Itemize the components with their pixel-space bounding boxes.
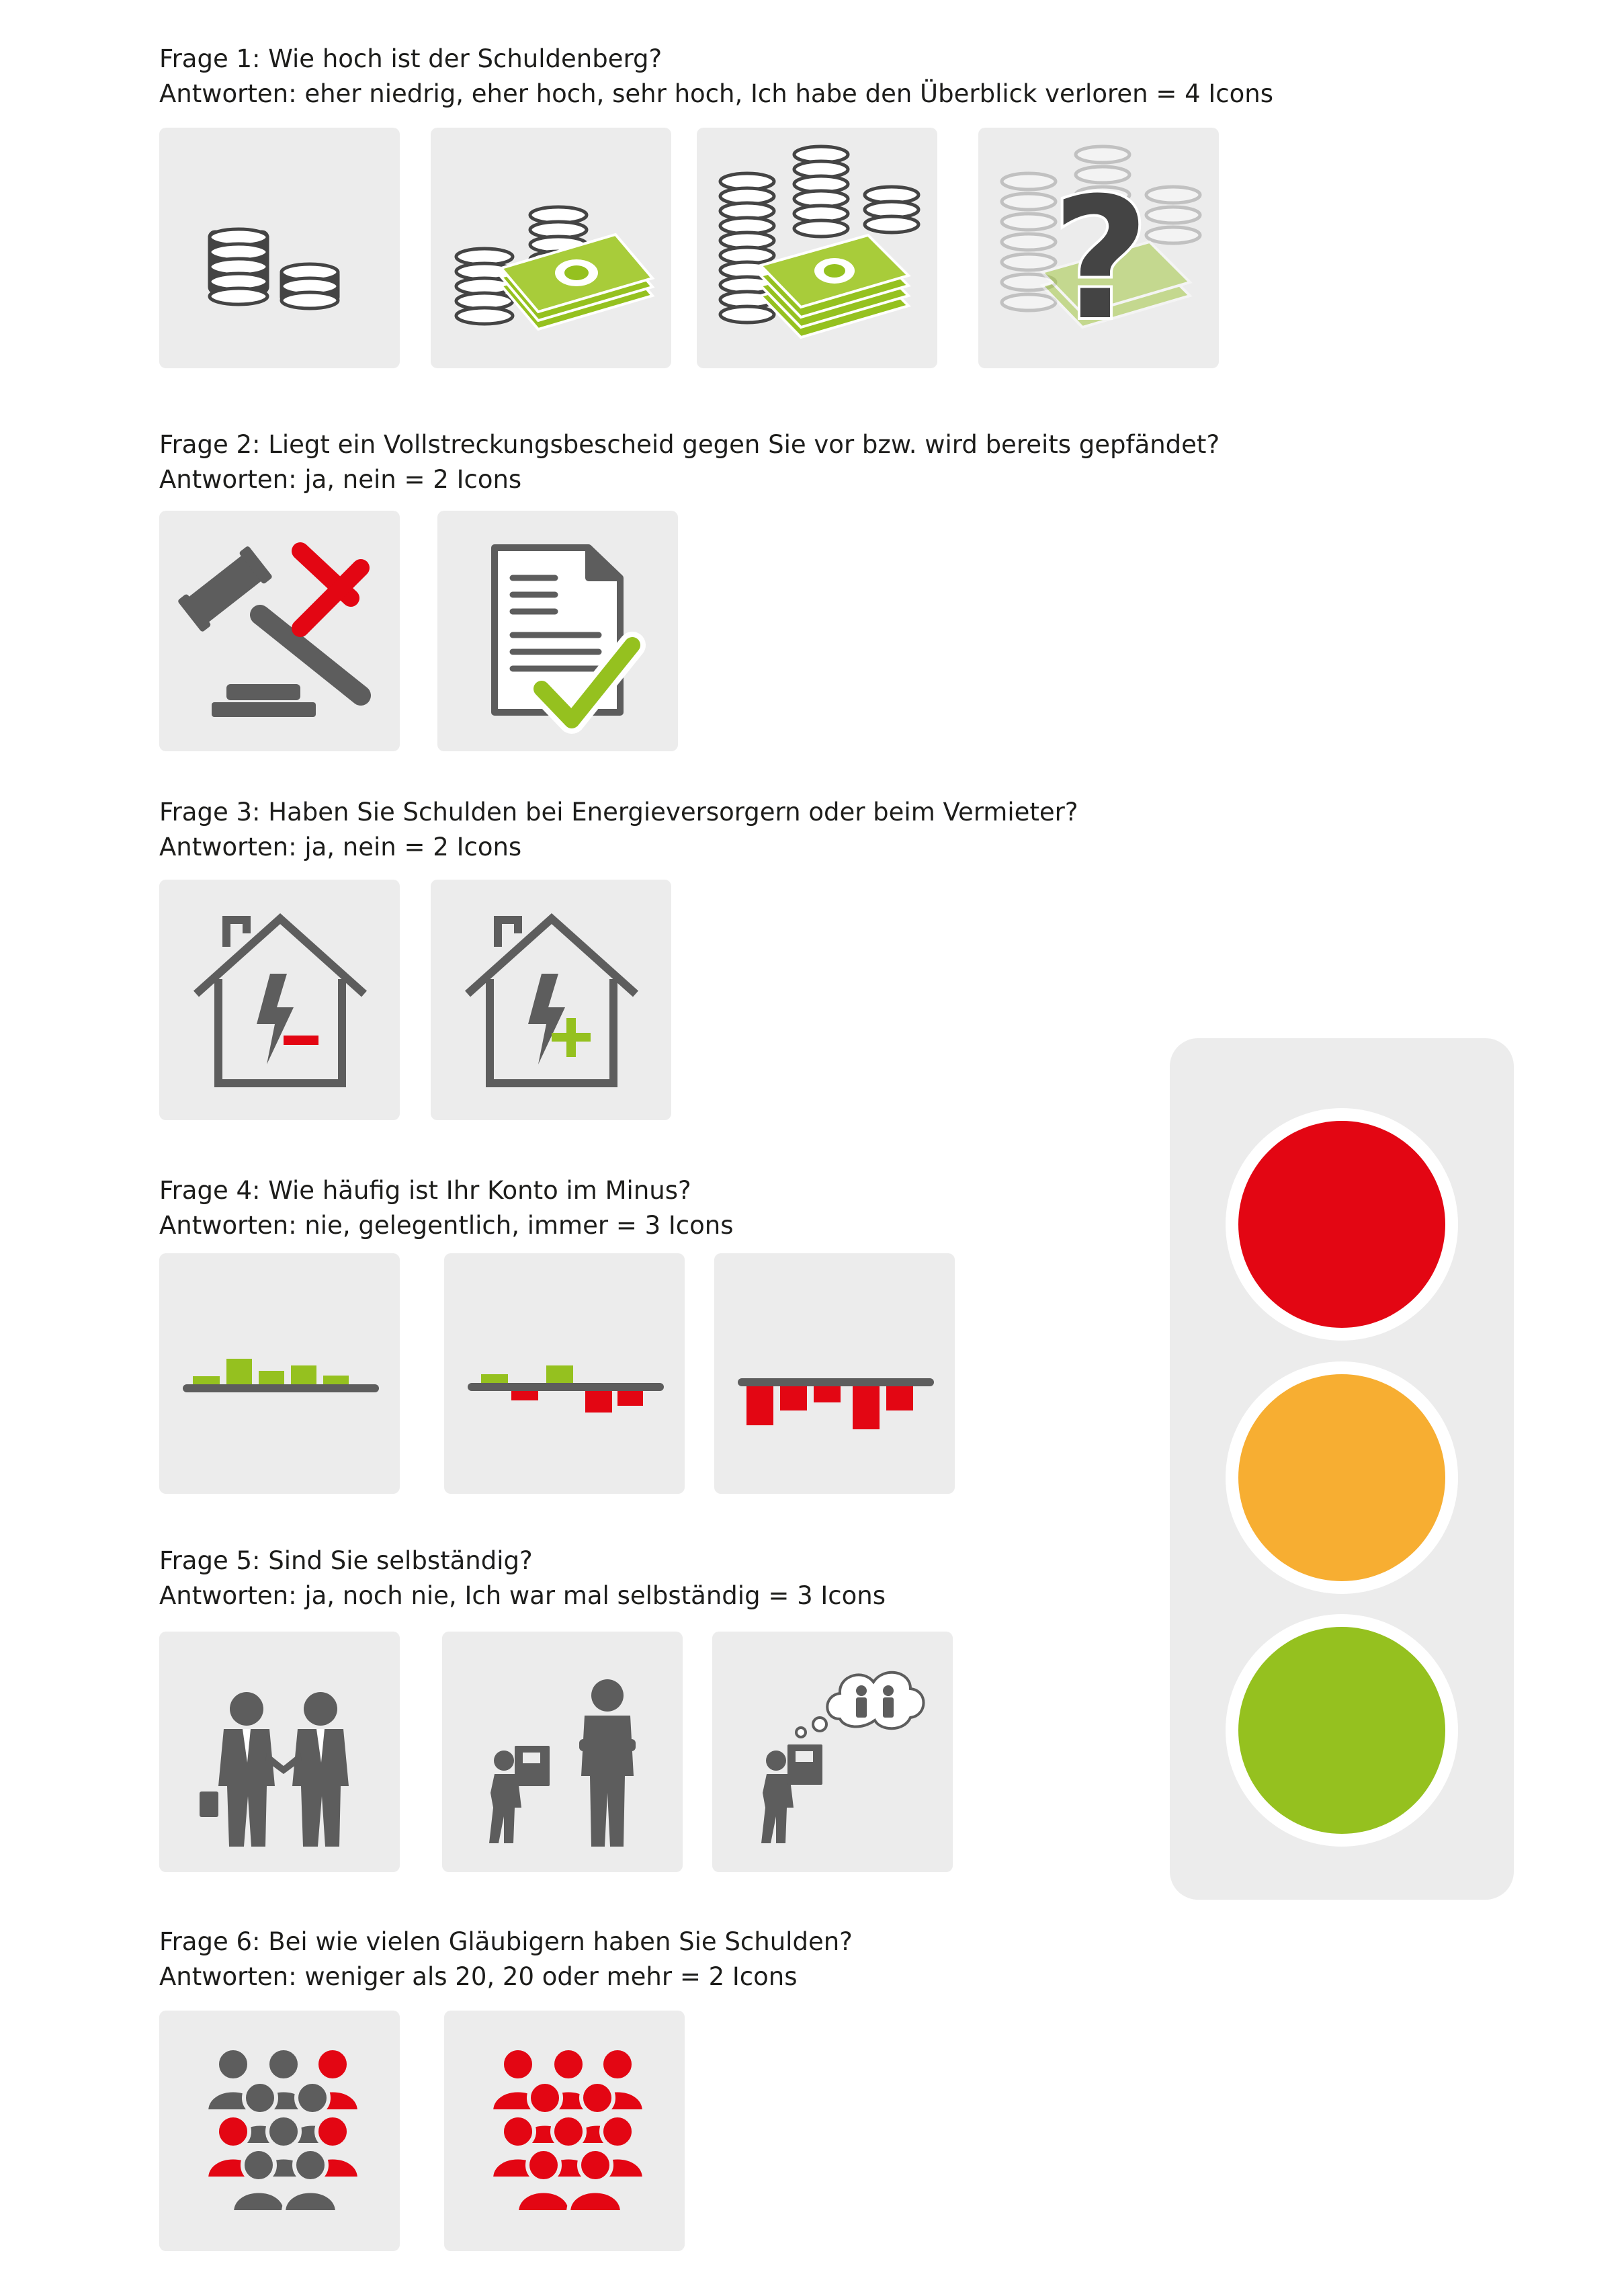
question-title: Frage 6: Bei wie vielen Gläubigern haben Sie Schulden? [159,1927,853,1956]
question-answers: Antworten: nie, gelegentlich, immer = 3 Icons [159,1211,734,1240]
question-3 [159,795,1078,865]
traffic-light [1170,1038,1514,1900]
businessmen-handshake-icon[interactable] [159,1632,400,1872]
question-title: Frage 1: Wie hoch ist der Schuldenberg? [159,44,663,73]
question-answers: Antworten: ja, nein = 2 Icons [159,833,522,861]
crowd-red-icon[interactable] [444,2011,685,2251]
coins-question-icon[interactable] [978,128,1219,368]
coins-money-icon[interactable] [431,128,671,368]
question-6 [159,1925,853,1994]
svg-text:?: ? [1052,161,1150,357]
balance-mixed-icon[interactable] [444,1253,685,1494]
traffic-light-red-lamp [1226,1108,1458,1341]
question-title: Frage 4: Wie häufig ist Ihr Konto im Minus? [159,1176,691,1205]
question-2 [159,427,1220,497]
document-check-icon[interactable] [437,511,678,751]
question-title: Frage 5: Sind Sie selbständig? [159,1546,533,1575]
question-1 [159,42,1273,112]
worker-employee-icon[interactable] [442,1632,683,1872]
question-title: Frage 3: Haben Sie Schulden bei Energieversorgern oder beim Vermieter? [159,798,1078,827]
coins-money-high-icon[interactable] [697,128,937,368]
traffic-light-green-lamp [1226,1614,1458,1847]
question-answers: Antworten: ja, noch nie, Ich war mal selbständig = 3 Icons [159,1581,886,1610]
house-energy-plus-icon[interactable] [431,880,671,1120]
coins-low-icon[interactable] [159,128,400,368]
question-title: Frage 2: Liegt ein Vollstreckungsbescheid gegen Sie vor bzw. wird bereits gepfändet? [159,430,1220,459]
traffic-light-orange-lamp [1226,1361,1458,1594]
question-answers: Antworten: weniger als 20, 20 oder mehr = 2 Icons [159,1962,798,1991]
question-answers: Antworten: ja, nein = 2 Icons [159,465,522,494]
worker-dreaming-icon[interactable] [712,1632,953,1872]
question-answers: Antworten: eher niedrig, eher hoch, sehr hoch, Ich habe den Überblick verloren = 4 Icons [159,79,1274,108]
house-energy-minus-icon[interactable] [159,880,400,1120]
gavel-cross-icon[interactable] [159,511,400,751]
question-5 [159,1544,886,1613]
crowd-mixed-icon[interactable] [159,2011,400,2251]
balance-negative-icon[interactable] [714,1253,955,1494]
question-4 [159,1173,734,1243]
balance-positive-icon[interactable] [159,1253,400,1494]
